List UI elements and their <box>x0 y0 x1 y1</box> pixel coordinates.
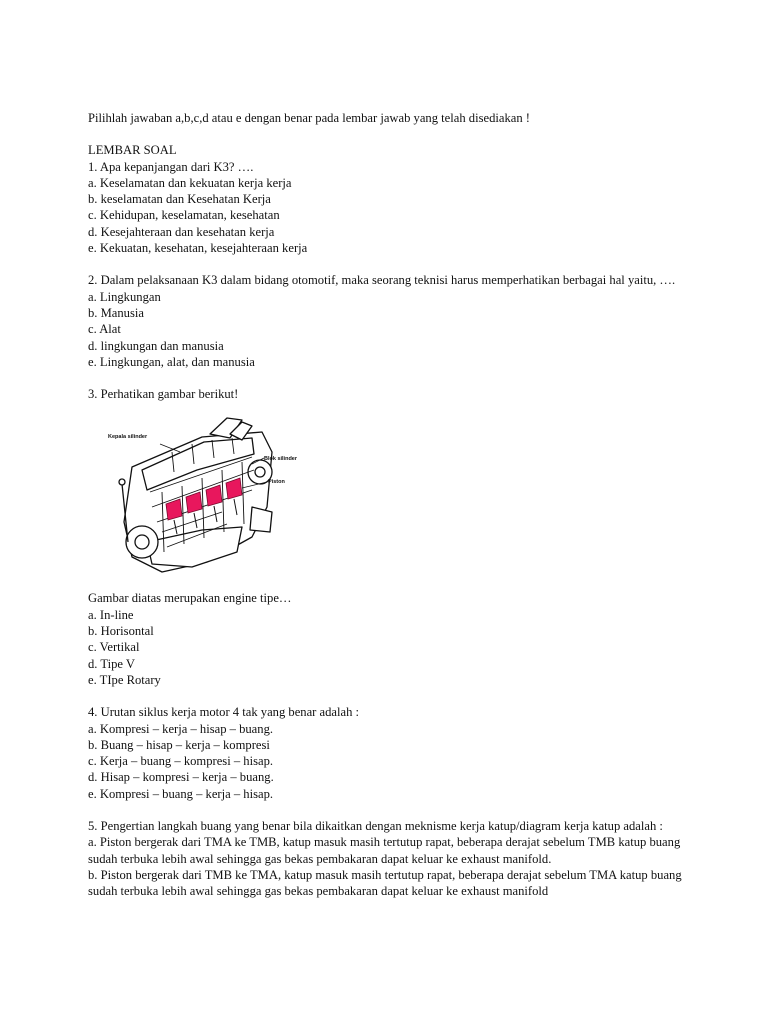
label-kepala-silinder: Kepala silinder <box>108 434 148 441</box>
q3-prompt: Gambar diatas merupakan engine tipe… <box>88 591 292 606</box>
q3-option-e: e. TIpe Rotary <box>88 672 161 687</box>
q4-option-a: a. Kompresi – kerja – hisap – buang. <box>88 721 274 736</box>
q1-option-e: e. Kekuatan, kesehatan, kesejahteraan kerja <box>88 241 308 256</box>
q2-option-e: e. Lingkungan, alat, dan manusia <box>88 354 255 369</box>
q2-option-c: c. Alat <box>88 322 121 337</box>
question-5: 5. Pengertian langkah buang yang benar bila dikaitkan dengan meknisme kerja katup/diagram kerja katup adalah : <box>88 819 663 834</box>
q2-option-b: b. Manusia <box>88 305 144 320</box>
q1-option-c: c. Kehidupan, keselamatan, kesehatan <box>88 208 280 223</box>
q3-option-b: b. Horisontal <box>88 624 154 639</box>
q1-option-b: b. keselamatan dan Kesehatan Kerja <box>88 192 271 207</box>
question-1: 1. Apa kepanjangan dari K3? …. <box>88 159 254 174</box>
q5-option-a: a. Piston bergerak dari TMA ke TMB, katup masuk masih tertutup rapat, beberapa derajat sebelum TMB katup buang sudah terbuka lebih awal sehingga gas bekas pembakaran dapat keluar ke exhaust manifold. <box>88 835 681 866</box>
engine-diagram <box>102 412 312 584</box>
q1-option-d: d. Kesejahteraan dan kesehatan kerja <box>88 224 275 239</box>
q4-option-e: e. Kompresi – buang – kerja – hisap. <box>88 786 274 801</box>
q4-option-b: b. Buang – hisap – kerja – kompresi <box>88 737 270 752</box>
q3-option-d: d. Tipe V <box>88 656 136 671</box>
q4-option-c: c. Kerja – buang – kompresi – hisap. <box>88 754 274 769</box>
instruction-text: Pilihlah jawaban a,b,c,d atau e dengan benar pada lembar jawab yang telah disediakan ! <box>88 111 530 125</box>
question-3: 3. Perhatikan gambar berikut! <box>88 387 239 402</box>
question-4: 4. Urutan siklus kerja motor 4 tak yang benar adalah : <box>88 705 360 720</box>
q2-option-a: a. Lingkungan <box>88 289 161 304</box>
worksheet-page <box>88 110 688 900</box>
section-title: LEMBAR SOAL <box>88 143 177 158</box>
q3-option-c: c. Vertikal <box>88 640 140 655</box>
q4-option-d: d. Hisap – kompresi – kerja – buang. <box>88 770 274 785</box>
label-piston: Piston <box>268 479 285 486</box>
q3-option-a: a. In-line <box>88 607 134 622</box>
q2-option-d: d. lingkungan dan manusia <box>88 338 224 353</box>
question-2: 2. Dalam pelaksanaan K3 dalam bidang otomotif, maka seorang teknisi harus memperhatikan berbagai hal yaitu, …. <box>88 273 676 288</box>
q5-option-b: b. Piston bergerak dari TMB ke TMA, katup masuk masih tertutup rapat, beberapa derajat sebelum TMA katup buang sudah terbuka lebih awal sehingga gas bekas pembakaran dapat keluar ke exhaust manifold <box>88 867 682 899</box>
label-blok-silinder: Blok silinder <box>264 456 298 463</box>
q1-option-a: a. Keselamatan dan kekuatan kerja kerja <box>88 175 292 190</box>
